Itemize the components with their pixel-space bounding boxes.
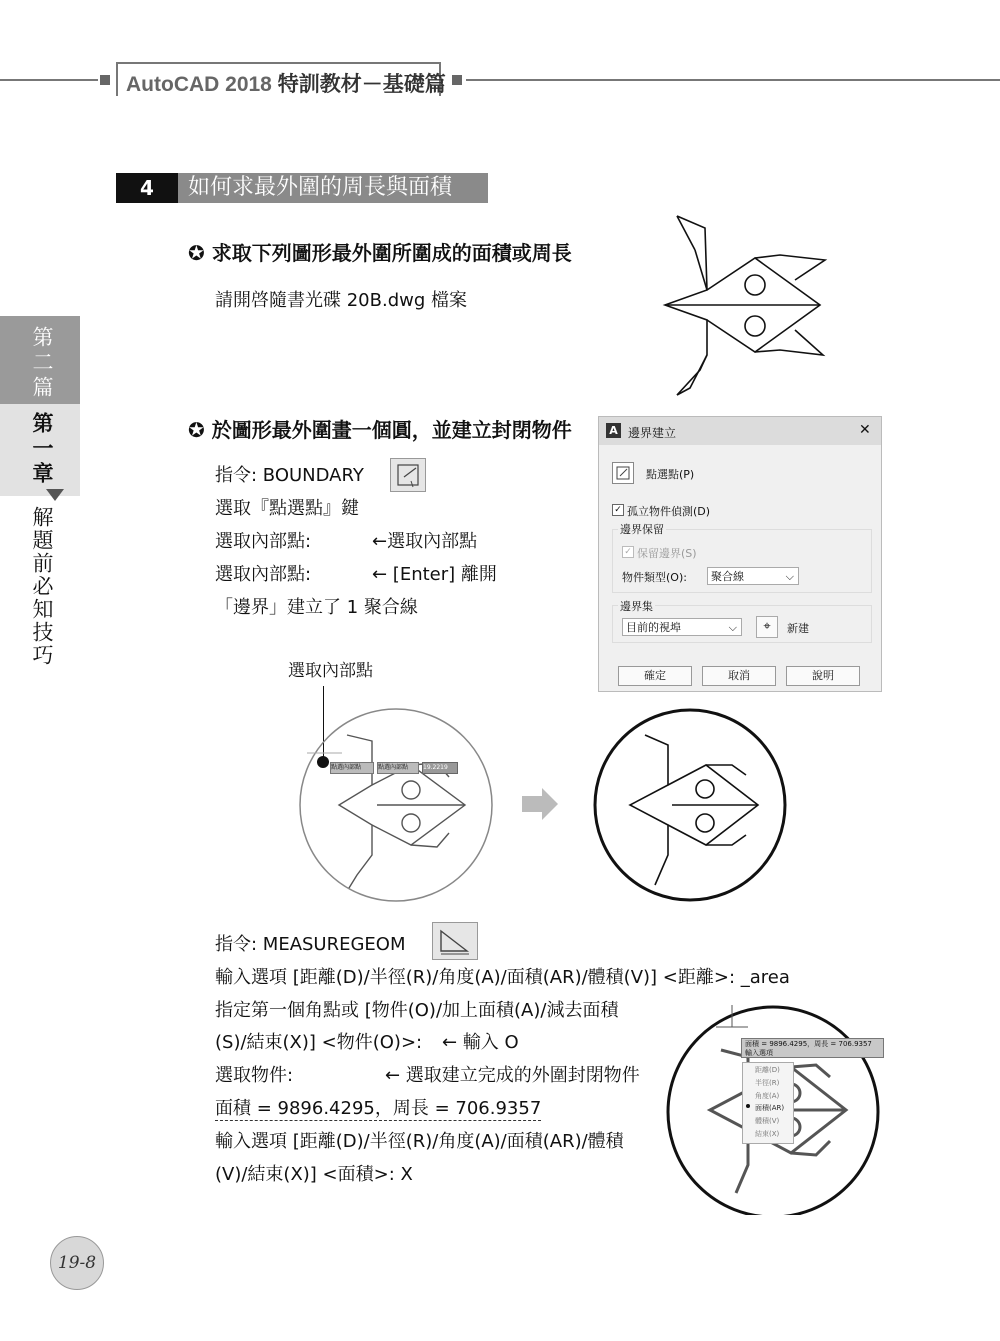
island-detect-label: 孤立物件偵測(D) [627,505,711,518]
help-button[interactable]: 說明 [786,666,860,686]
frog-in-circle-after [590,705,790,905]
menu-item[interactable]: 體積(V) [755,1117,780,1125]
cmd-arrow-1: ←選取內部點 [372,531,478,552]
frog-in-circle-before [297,705,497,905]
side-tab-part [0,316,80,404]
boundary-tool-icon [390,458,426,492]
measure-result: 面積 = 9896.4295，周長 = 706.9357 [215,1094,541,1121]
section-number: 4 [116,173,178,203]
object-type-value: 聚合線 [711,570,744,583]
tooltip-field-3: 19.2219 [422,762,458,774]
header-rule-left [0,79,98,81]
header-title-zh: 特訓教材－基礎篇 [277,73,446,96]
side-part-label: 第二篇 [30,326,54,401]
measure-result-tooltip [741,1038,884,1058]
side-topic-label: 解題前必知技巧 [30,506,54,667]
header-rule-right [466,79,1000,81]
header-title [116,62,446,96]
tooltip-field-1: 點選內部點 [330,762,374,774]
tooltip-field-2: 點選內部點 [377,762,419,774]
retain-boundary-checkbox[interactable]: ✓ [622,546,634,558]
menu-item[interactable]: 距離(D) [755,1066,780,1074]
measure-line-6: 輸入選項 [距離(D)/半徑(R)/角度(A)/面積(AR)/體積 [215,1131,624,1152]
measure-line-3-arrow: ← 輸入 O [442,1032,519,1053]
right-arrow-icon [522,788,558,820]
measure-area-icon [432,922,478,960]
cancel-button[interactable]: 取消 [702,666,776,686]
bullet-1-note: 請開啓隨書光碟 20B.dwg 檔案 [215,290,467,311]
measure-line-4: 選取物件: [215,1065,294,1086]
boundary-dialog [598,416,882,692]
measure-line-7: (V)/結束(X)] <面積>: X [215,1164,413,1185]
boundary-set-select[interactable] [622,618,742,636]
cmd-boundary-result: 「邊界」建立了 1 聚合線 [215,597,418,618]
side-chapter-label: 第一章 [30,412,54,487]
object-type-label: 物件類型(O): [622,571,687,584]
measure-line-1: 輸入選項 [距離(D)/半徑(R)/角度(A)/面積(AR)/體積(V)] <距離>: _area [215,967,790,988]
boundary-retain-label: 邊界保留 [620,523,664,536]
menu-item[interactable]: 面積(AR) [755,1104,785,1112]
boundary-set-value: 目前的視埠 [626,621,681,634]
pick-points-icon[interactable] [612,462,634,484]
figure-caption: 選取內部點 [288,661,373,681]
chevron-down-icon: ⌵ [728,621,737,634]
header-square-right [452,75,462,85]
boundary-set-label: 邊界集 [620,600,653,613]
measure-line-3: (S)/結束(X)] <物件(O)>: [215,1032,423,1053]
tooltip-prompt-text: 輸入選項 [745,1049,773,1057]
menu-item[interactable]: 半徑(R) [755,1079,780,1087]
section-title: 如何求最外圍的周長與面積 [178,173,488,203]
menu-item[interactable]: 角度(A) [755,1092,780,1100]
new-selection-icon[interactable]: ⌖ [756,616,778,638]
tooltip-result-text: 面積 = 9896.4295，周長 = 706.9357 [745,1040,872,1048]
cmd-select-internal-1: 選取內部點: [215,531,312,552]
page-number: 19-8 [50,1236,104,1290]
option-menu [742,1062,794,1144]
dialog-close-icon[interactable]: ✕ [859,422,871,438]
header-square-left [100,75,110,85]
pick-points-button[interactable]: 點選點(P) [646,468,695,481]
frog-figure [655,210,830,400]
selected-dot-icon [746,1104,750,1108]
menu-item[interactable]: 結束(X) [755,1130,780,1138]
cmd-arrow-2: ← [Enter] 離開 [372,564,497,585]
bullet-2-heading: ✪ 於圖形最外圍畫一個圓，並建立封閉物件 [188,418,572,442]
island-detect-checkbox[interactable]: ✓ [612,504,624,516]
measure-line-2: 指定第一個角點或 [物件(O)/加上面積(A)/減去面積 [215,1000,619,1021]
measure-line-4-arrow: ← 選取建立完成的外圍封閉物件 [385,1065,640,1086]
autocad-logo-icon: A [606,423,621,438]
header-title-en: AutoCAD 2018 [126,73,272,96]
retain-boundary-label: 保留邊界(S) [637,547,697,560]
dialog-title: 邊界建立 [628,426,677,440]
side-tab-chapter [0,404,80,496]
cmd-measuregeom: 指令: MEASUREGEOM [215,934,406,955]
cmd-pick-key: 選取『點選點』鍵 [215,498,359,519]
chevron-down-icon: ⌵ [785,570,794,583]
cmd-select-internal-2: 選取內部點: [215,564,312,585]
cmd-boundary: 指令: BOUNDARY [215,465,364,486]
bullet-1-heading: ✪ 求取下列圖形最外圍所圍成的面積或周長 [188,241,572,265]
side-triangle-icon [46,489,64,501]
new-boundary-set-label: 新建 [787,622,809,635]
object-type-select[interactable] [707,567,799,585]
ok-button[interactable]: 確定 [618,666,692,686]
